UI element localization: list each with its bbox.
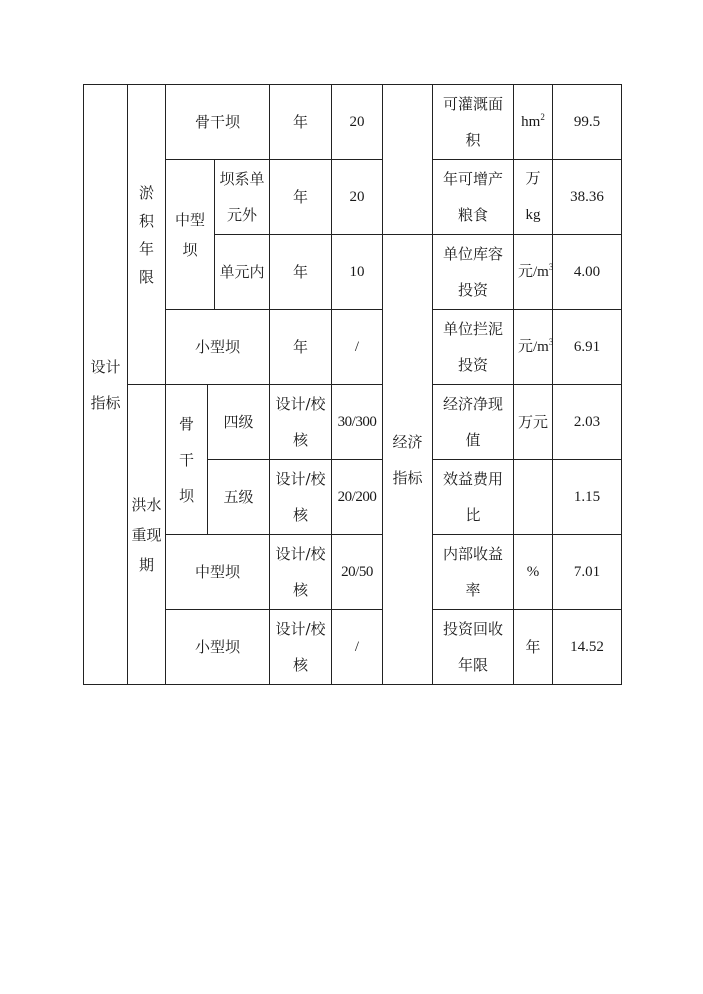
economic-indicator-label: 经济指标 xyxy=(383,235,433,685)
silt-backbone-unit: 年 xyxy=(270,85,332,160)
flood-grade5-value: 20/200 xyxy=(332,460,383,535)
econ-name: 投资回收年限 xyxy=(433,610,514,685)
flood-medium-dam: 中型坝 xyxy=(166,535,270,610)
silt-outside-unit: 年 xyxy=(270,160,332,235)
econ-name: 年可增产粮食 xyxy=(433,160,514,235)
flood-grade4-unit: 设计/校核 xyxy=(270,385,332,460)
design-indicator-table xyxy=(83,84,622,685)
silt-medium-dam: 中型坝 xyxy=(166,160,215,310)
siltation-years-label: 淤积年限 xyxy=(128,85,166,385)
econ-unit: 元$/m^3$ xyxy=(514,235,553,310)
econ-unit: 万kg xyxy=(514,160,553,235)
silt-small-unit: 年 xyxy=(270,310,332,385)
flood-small-dam: 小型坝 xyxy=(166,610,270,685)
econ-unit xyxy=(514,460,553,535)
econ-value: 38.36 xyxy=(553,160,622,235)
silt-small-value: / xyxy=(332,310,383,385)
flood-medium-unit: 设计/校核 xyxy=(270,535,332,610)
silt-backbone-value: 20 xyxy=(332,85,383,160)
flood-small-value: / xyxy=(332,610,383,685)
silt-inside-unit-label: 单元内 xyxy=(215,235,270,310)
flood-grade4-label: 四级 xyxy=(208,385,270,460)
econ-unit: 年 xyxy=(514,610,553,685)
silt-outside-value: 20 xyxy=(332,160,383,235)
silt-inside-value: 10 xyxy=(332,235,383,310)
econ-value: 14.52 xyxy=(553,610,622,685)
econ-name: 可灌溉面积 xyxy=(433,85,514,160)
econ-unit: $hm^2$ xyxy=(514,85,553,160)
econ-name: 单位库容投资 xyxy=(433,235,514,310)
econ-value: 7.01 xyxy=(553,535,622,610)
econ-value: 6.91 xyxy=(553,310,622,385)
econ-unit: 元$/m^3$ xyxy=(514,310,553,385)
silt-small-dam: 小型坝 xyxy=(166,310,270,385)
econ-name: 内部收益率 xyxy=(433,535,514,610)
flood-grade4-value: 30/300 xyxy=(332,385,383,460)
econ-value: 2.03 xyxy=(553,385,622,460)
flood-grade5-unit: 设计/校核 xyxy=(270,460,332,535)
flood-return-period-label: 洪水重现期 xyxy=(128,385,166,685)
econ-value: 99.5 xyxy=(553,85,622,160)
silt-outside-unit-label: 坝系单元外 xyxy=(215,160,270,235)
econ-name: 效益费用比 xyxy=(433,460,514,535)
econ-value: 4.00 xyxy=(553,235,622,310)
silt-backbone-dam: 骨干坝 xyxy=(166,85,270,160)
econ-name: 单位拦泥投资 xyxy=(433,310,514,385)
design-indicator-label: 设计指标 xyxy=(84,85,128,685)
econ-value: 1.15 xyxy=(553,460,622,535)
flood-grade5-label: 五级 xyxy=(208,460,270,535)
flood-medium-value: 20/50 xyxy=(332,535,383,610)
flood-backbone-dam: 骨干坝 xyxy=(166,385,208,535)
silt-inside-unit: 年 xyxy=(270,235,332,310)
econ-unit: 万元 xyxy=(514,385,553,460)
flood-small-unit: 设计/校核 xyxy=(270,610,332,685)
econ-name: 经济净现值 xyxy=(433,385,514,460)
econ-unit: % xyxy=(514,535,553,610)
blank-cell xyxy=(383,85,433,235)
